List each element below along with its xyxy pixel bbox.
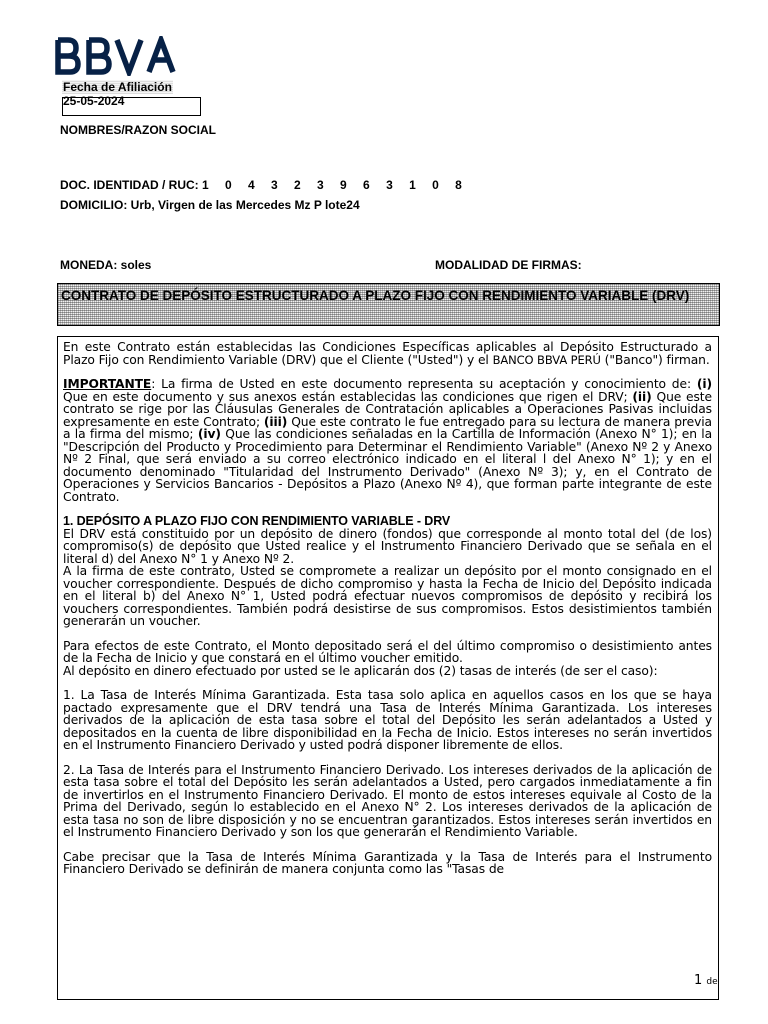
section-1-title: 1. DEPÓSITO A PLAZO FIJO CON RENDIMIENTO VARIABLE - DRV: [63, 514, 451, 528]
importante-text-c: Que este contrato se rige por las Cláusulas Generales de Contratación aplicables a Operaciones Pasivas incluidas expresamente en este Contrato;: [63, 389, 712, 429]
page-number-value: 1: [694, 973, 703, 988]
roman-iii: (iii): [263, 414, 288, 429]
intro-text-1: En este Contrato están establecidas las Condiciones Específicas aplicables al Depósito Estructurado a Plazo Fijo con Rendimiento Variable (DRV) que el Cliente ("Usted") y el: [63, 340, 712, 367]
s1-paragraph-6: 2. La Tasa de Interés para el Instrumento Financiero Derivado. Los intereses derivados de la aplicación de esta tasa sobre el total del Depósito les serán adelantados a Usted, pero cargados inmediatamente a fin de invertirlos en el Instrumento Financiero Derivado. El monto de estos intereses equivale al Costo de la Prima del Derivado, según lo establecido en el Anexo N° 2. Los intereses derivados de la aplicación de esta tasa no son de libre disposición y no se encuentran garantizados. Estos intereses serán invertidos en el Instrumento Financiero Derivado y son los que generarán el Rendimiento Variable.: [63, 762, 712, 839]
intro-paragraph: [63, 341, 712, 366]
s1-paragraph-1: El DRV está constituido por un depósito de dinero (fondos) que corresponde al monto total del (de los) compromiso(s) de depósito que Usted realice y el Instrumento Financiero Derivado que se señala en el literal d) del Anexo N° 1 y Anexo Nº 2.: [63, 526, 712, 566]
contract-body-box: [57, 336, 719, 1000]
importante-text-e: Que las condiciones señaladas en la Cartilla de Información (Anexo N° 1); en la "Descripción del Producto y Procedimiento para Determinar el Rendimiento Variable" (Anexo Nº 2 y Anexo Nº 2 Final, que será enviado a su correo electrónico indicado en el literal l del Anexo N° 1); y en el documento denominado "Titularidad del Instrumento Derivado" (Anexo Nº 3); y, en el Contrato de Operaciones y Servicios Bancarios - Depósitos a Plazo (Anexo Nº 4), que forman parte integrante de este Contrato.: [63, 427, 713, 504]
s1-paragraph-7: Cabe precisar que la Tasa de Interés Mínima Garantizada y la Tasa de Interés para el Instrumento Financiero Derivado se definirán de manera conjunta como las "Tasas de: [63, 849, 712, 876]
contract-body: [63, 341, 712, 876]
importante-text-d: Que este contrato le fue entregado para su lectura de manera previa a la firma del mismo;: [63, 414, 712, 441]
contract-title: CONTRATO DE DEPÓSITO ESTRUCTURADO A PLAZO FIJO CON RENDIMIENTO VARIABLE (DRV): [61, 288, 690, 303]
doc-identidad-value: 1 0 4 3 2 3 9 6 3 1 0 8: [202, 178, 469, 192]
page-number-of: de: [706, 977, 718, 987]
intro-bank-name: BANCO BBVA PERÚ: [492, 352, 601, 367]
roman-i: (i): [696, 377, 712, 391]
domicilio-label: DOMICILIO:: [60, 198, 131, 212]
intro-text-2: ("Banco") firman.: [600, 352, 710, 367]
importante-label: IMPORTANTE: [63, 377, 152, 391]
moneda-label: MONEDA:: [60, 258, 121, 272]
nombres-label: NOMBRES/RAZON SOCIAL: [60, 123, 216, 137]
doc-identidad-row: [60, 178, 468, 192]
contract-title-band: [57, 283, 720, 326]
domicilio-row: [60, 198, 360, 212]
moneda-row: [60, 258, 151, 272]
fecha-afiliacion-label: Fecha de Afiliación: [63, 80, 172, 94]
modalidad-firmas-label: MODALIDAD DE FIRMAS:: [435, 258, 582, 272]
page-number: [694, 973, 718, 988]
s1-paragraph-4: Al depósito en dinero efectuado por usted se le aplicarán dos (2) tasas de interés (de ser el caso):: [63, 663, 658, 678]
roman-iv: (iv): [197, 427, 221, 441]
bbva-logo: [55, 36, 191, 76]
s1-paragraph-5: 1. La Tasa de Interés Mínima Garantizada. Esta tasa solo aplica en aquellos casos en los que se haya pactado expresamente que el DRV tendrá una Tasa de Interés Mínima Garantizada. Los intereses derivados de la aplicación de esta tasa sobre el total del Depósito les serán adelantados a Usted y depositados en la cuenta de libre disponibilidad en la Fecha de Inicio. Estos intereses no serán invertidos en el Instrumento Financiero Derivado y usted podrá disponer libremente de ellos.: [63, 688, 712, 752]
doc-identidad-label: DOC. IDENTIDAD / RUC:: [60, 178, 202, 192]
importante-paragraph: [63, 378, 712, 503]
importante-text-b: Que en este documento y sus anexos están establecidas las condiciones que rigen el DRV;: [63, 389, 633, 404]
domicilio-value: Urb, Virgen de las Mercedes Mz P lote24: [130, 198, 360, 212]
s1-paragraph-2: A la firma de este contrato, Usted se compromete a realizar un depósito por el monto consignado en el voucher correspondiente. Después de dicho compromiso y hasta la Fecha de Inicio del Depósito indicada en el literal b) del Anexo N° 1, Usted podrá efectuar nuevos compromisos de depósito y recibirá los vouchers correspondientes. También podrá desistirse de sus compromisos. Estos desistimientos también generarán un voucher.: [63, 564, 712, 628]
fecha-afiliacion-value: 25-05-2024: [63, 94, 125, 108]
s1-paragraph-3: Para efectos de este Contrato, el Monto depositado será el del último compromiso o desistimiento antes de la Fecha de Inicio y que constará en el último voucher emitido.: [63, 638, 712, 665]
roman-ii: (ii): [632, 389, 652, 404]
moneda-value: soles: [120, 258, 152, 272]
importante-text-a: : La firma de Usted en este documento representa su aceptación y conocimiento de:: [151, 377, 697, 391]
